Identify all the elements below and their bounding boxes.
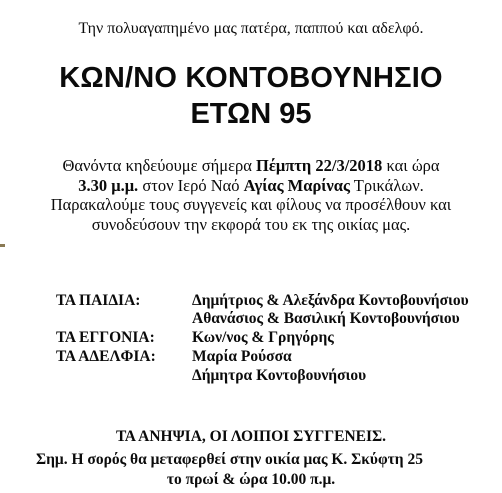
- siblings-name-1: Μαρία Ρούσσα: [192, 348, 292, 365]
- funeral-time: 3.30 μ.μ.: [78, 175, 139, 195]
- funeral-line-2-tail: Τρικάλων.: [349, 175, 424, 195]
- funeral-details: [8, 156, 494, 234]
- children-label: ΤΑ ΠΑΙΔΙΑ:: [56, 292, 141, 309]
- funeral-line-4: συνοδεύσουν την εκφορά του εκ της οικίας μας.: [91, 214, 411, 234]
- siblings-name-2: Δήμητρα Κοντοβουνήσιου: [192, 367, 367, 384]
- note-line-1: Σημ. Η σορός θα μεταφερθεί στην οικία μας Κ. Σκύφτη 25: [36, 451, 423, 468]
- funeral-line-2-mid: στον Ιερό Ναό: [138, 175, 244, 195]
- edge-mark: [0, 244, 5, 247]
- funeral-date: Πέμπτη 22/3/2018: [256, 156, 383, 175]
- funeral-line-2: [8, 176, 494, 196]
- siblings-label: ΤΑ ΑΔΕΛΦΙΑ:: [56, 348, 156, 365]
- funeral-line-3: Παρακαλούμε τους συγγενείς και φίλους να προσέλθουν και: [50, 195, 452, 214]
- funeral-line-1-tail: και ώρα: [382, 156, 440, 175]
- deceased-age: ΕΤΩΝ 95: [190, 98, 312, 130]
- deceased-name: ΚΩΝ/ΝΟ ΚΟΝΤΟΒΟΥΝΗΣΙΟ: [59, 62, 443, 94]
- children-name-2: Αθανάσιος & Βασιλική Κοντοβουνήσιου: [192, 310, 460, 327]
- funeral-line-1: [8, 156, 494, 176]
- children-name-1: Δημήτριος & Αλεξάνδρα Κοντοβουνήσιου: [192, 292, 469, 309]
- grandchildren-name-1: Κων/νος & Γρηγόρης: [192, 329, 334, 346]
- funeral-line-1-text: Θανόντα κηδεύουμε σήμερα: [62, 156, 257, 175]
- funeral-church: Αγίας Μαρίνας: [243, 175, 350, 195]
- closing-line: ΤΑ ΑΝΗΨΙΑ, ΟΙ ΛΟΙΠΟΙ ΣΥΓΓΕΝΕΙΣ.: [115, 428, 387, 445]
- grandchildren-label: ΤΑ ΕΓΓΟΝΙΑ:: [56, 329, 155, 346]
- intro-line: Την πολυαγαπημένο μας πατέρα, παππού και αδελφό.: [78, 20, 424, 37]
- note-line-2: το πρωί & ώρα 10.00 π.μ.: [166, 471, 336, 488]
